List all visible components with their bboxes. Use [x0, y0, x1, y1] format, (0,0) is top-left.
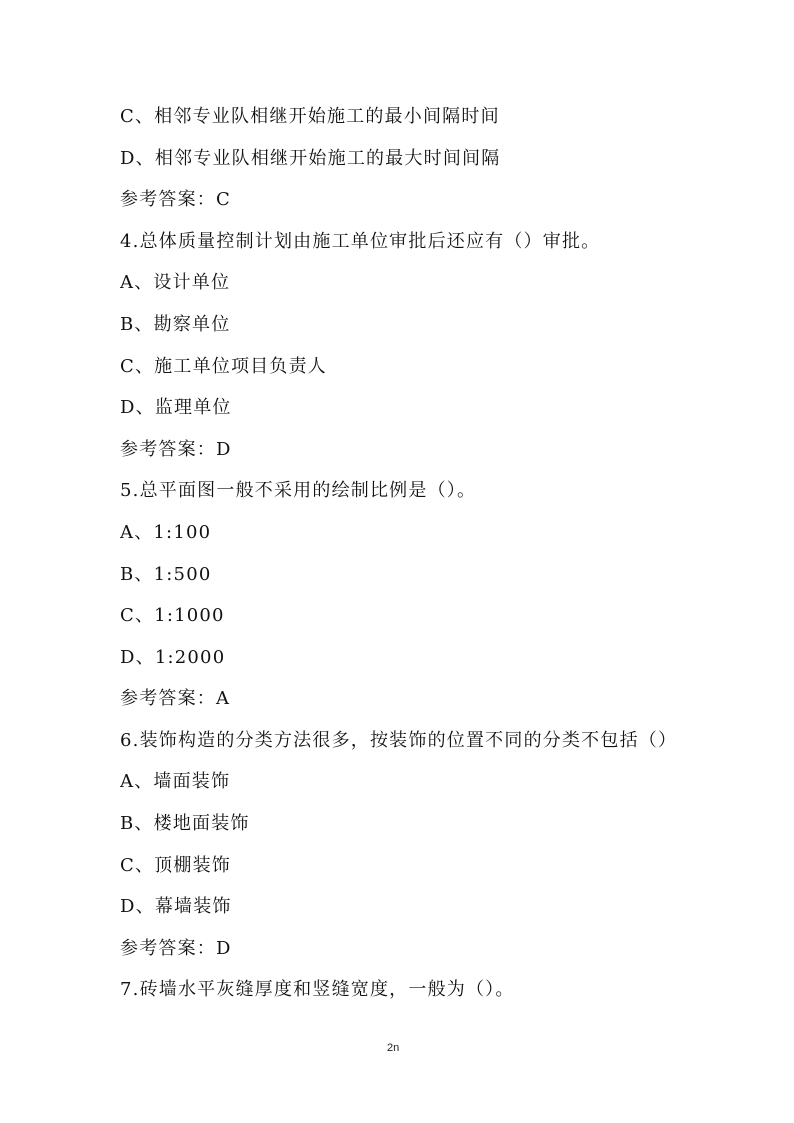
option-d-q3: D、相邻专业队相继开始施工的最大时间间隔 — [120, 148, 501, 169]
option-d-q5: D、1:2000 — [120, 647, 226, 668]
question-6: 6.装饰构造的分类方法很多，按装饰的位置不同的分类不包括（） — [120, 730, 678, 751]
option-b-q4: B、勘察单位 — [120, 314, 231, 335]
option-c-q4: C、施工单位项目负责人 — [120, 356, 327, 377]
question-7: 7.砖墙水平灰缝厚度和竖缝宽度，一般为（）。 — [120, 979, 515, 1000]
option-c-q6: C、顶棚装饰 — [120, 855, 231, 876]
question-4: 4.总体质量控制计划由施工单位审批后还应有（）审批。 — [120, 231, 601, 252]
option-a-q4: A、设计单位 — [120, 272, 231, 293]
option-b-q6: B、楼地面装饰 — [120, 813, 250, 834]
question-5: 5.总平面图一般不采用的绘制比例是（）。 — [120, 480, 477, 501]
option-d-q6: D、幕墙装饰 — [120, 896, 232, 917]
option-c-q3: C、相邻专业队相继开始施工的最小间隔时间 — [120, 106, 500, 127]
answer-q3: 参考答案：C — [120, 189, 231, 210]
option-c-q5: C、1:1000 — [120, 605, 225, 626]
option-a-q5: A、1:100 — [120, 522, 212, 543]
page-number: 2n — [387, 1042, 400, 1054]
option-d-q4: D、监理单位 — [120, 397, 232, 418]
option-b-q5: B、1:500 — [120, 564, 212, 585]
answer-q6: 参考答案：D — [120, 938, 232, 959]
answer-q4: 参考答案：D — [120, 439, 232, 460]
option-a-q6: A、墙面装饰 — [120, 771, 231, 792]
answer-q5: 参考答案：A — [120, 688, 231, 709]
